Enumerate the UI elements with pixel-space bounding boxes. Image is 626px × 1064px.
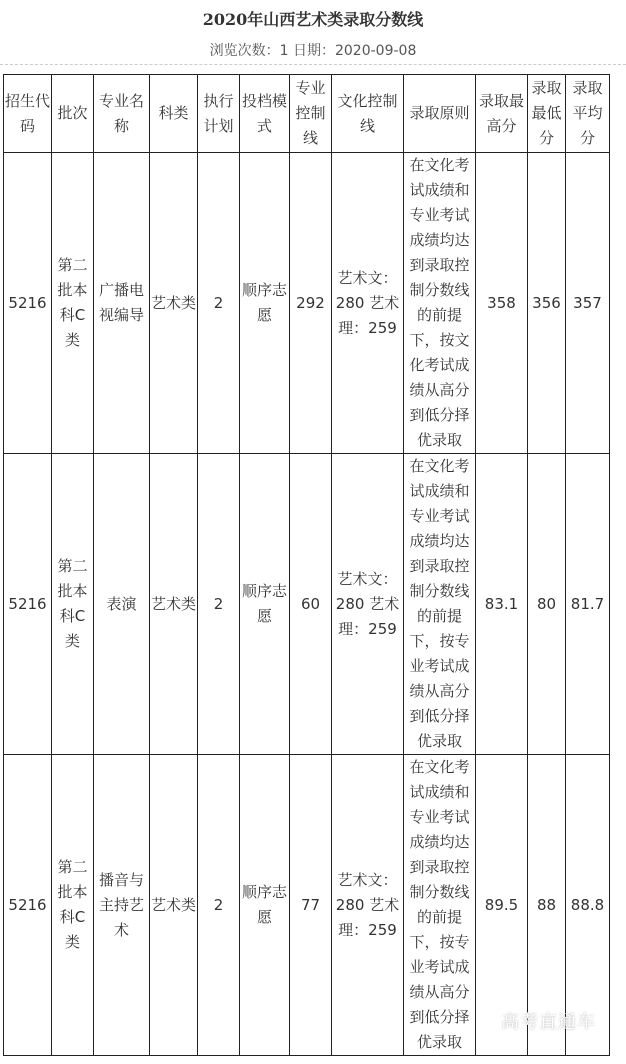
- page-title: 2020年山西艺术类录取分数线: [202, 10, 424, 29]
- table-cell: 358: [476, 153, 528, 454]
- table-cell: 艺术文：280 艺术理：259: [332, 153, 404, 454]
- table-cell: 2: [198, 153, 240, 454]
- table-cell: 艺术文：280 艺术理：259: [332, 454, 404, 755]
- watermark: 高考直通车: [501, 1012, 596, 1033]
- table-cell: 2: [198, 755, 240, 1056]
- header-cell: 录取平均分: [566, 75, 610, 153]
- admission-score-table: [3, 74, 610, 1056]
- table-cell: 356: [528, 153, 566, 454]
- table-cell: 艺术类: [150, 755, 198, 1056]
- header-cell: 专业控制线: [290, 75, 332, 153]
- table-row: [4, 454, 610, 755]
- table-cell: 在文化考试成绩和专业考试成绩均达到录取控制分数线的前提下，按文化考试成绩从高分到低分择优录取: [404, 153, 476, 454]
- article-meta: 浏览次数：1 日期：2020-09-08: [209, 43, 417, 59]
- header-cell: 投档模式: [240, 75, 290, 153]
- header-cell: 录取最低分: [528, 75, 566, 153]
- header-cell: 招生代码: [4, 75, 52, 153]
- table-cell: 60: [290, 454, 332, 755]
- table-cell: 88: [528, 755, 566, 1056]
- header-cell: 科类: [150, 75, 198, 153]
- table-cell: 第二批本科C类: [52, 755, 94, 1056]
- header-cell: 专业名称: [94, 75, 150, 153]
- table-cell: 艺术类: [150, 153, 198, 454]
- header-cell: 录取最高分: [476, 75, 528, 153]
- table-cell: 在文化考试成绩和专业考试成绩均达到录取控制分数线的前提下，按专业考试成绩从高分到低分择优录取: [404, 454, 476, 755]
- table-cell: 5216: [4, 755, 52, 1056]
- table-cell: 顺序志愿: [240, 454, 290, 755]
- table-header-row: [4, 75, 610, 153]
- table-cell: 第二批本科C类: [52, 454, 94, 755]
- table-cell: 顺序志愿: [240, 755, 290, 1056]
- header-cell: 文化控制线: [332, 75, 404, 153]
- table-cell: 80: [528, 454, 566, 755]
- table-cell: 表演: [94, 454, 150, 755]
- table-cell: 357: [566, 153, 610, 454]
- table-row: [4, 153, 610, 454]
- table-cell: 88.8: [566, 755, 610, 1056]
- table-cell: 81.7: [566, 454, 610, 755]
- header-cell: 执行计划: [198, 75, 240, 153]
- table-cell: 顺序志愿: [240, 153, 290, 454]
- header-cell: 录取原则: [404, 75, 476, 153]
- table-cell: 83.1: [476, 454, 528, 755]
- table-cell: 2: [198, 454, 240, 755]
- table-cell: 292: [290, 153, 332, 454]
- table-cell: 89.5: [476, 755, 528, 1056]
- table-cell: 在文化考试成绩和专业考试成绩均达到录取控制分数线的前提下，按专业考试成绩从高分到低分择优录取: [404, 755, 476, 1056]
- table-cell: 第二批本科C类: [52, 153, 94, 454]
- table-cell: 广播电视编导: [94, 153, 150, 454]
- table-cell: 5216: [4, 153, 52, 454]
- table-cell: 艺术文：280 艺术理：259: [332, 755, 404, 1056]
- divider: [0, 64, 626, 65]
- table-cell: 艺术类: [150, 454, 198, 755]
- table-cell: 播音与主持艺术: [94, 755, 150, 1056]
- table-cell: 77: [290, 755, 332, 1056]
- header-cell: 批次: [52, 75, 94, 153]
- table-cell: 5216: [4, 454, 52, 755]
